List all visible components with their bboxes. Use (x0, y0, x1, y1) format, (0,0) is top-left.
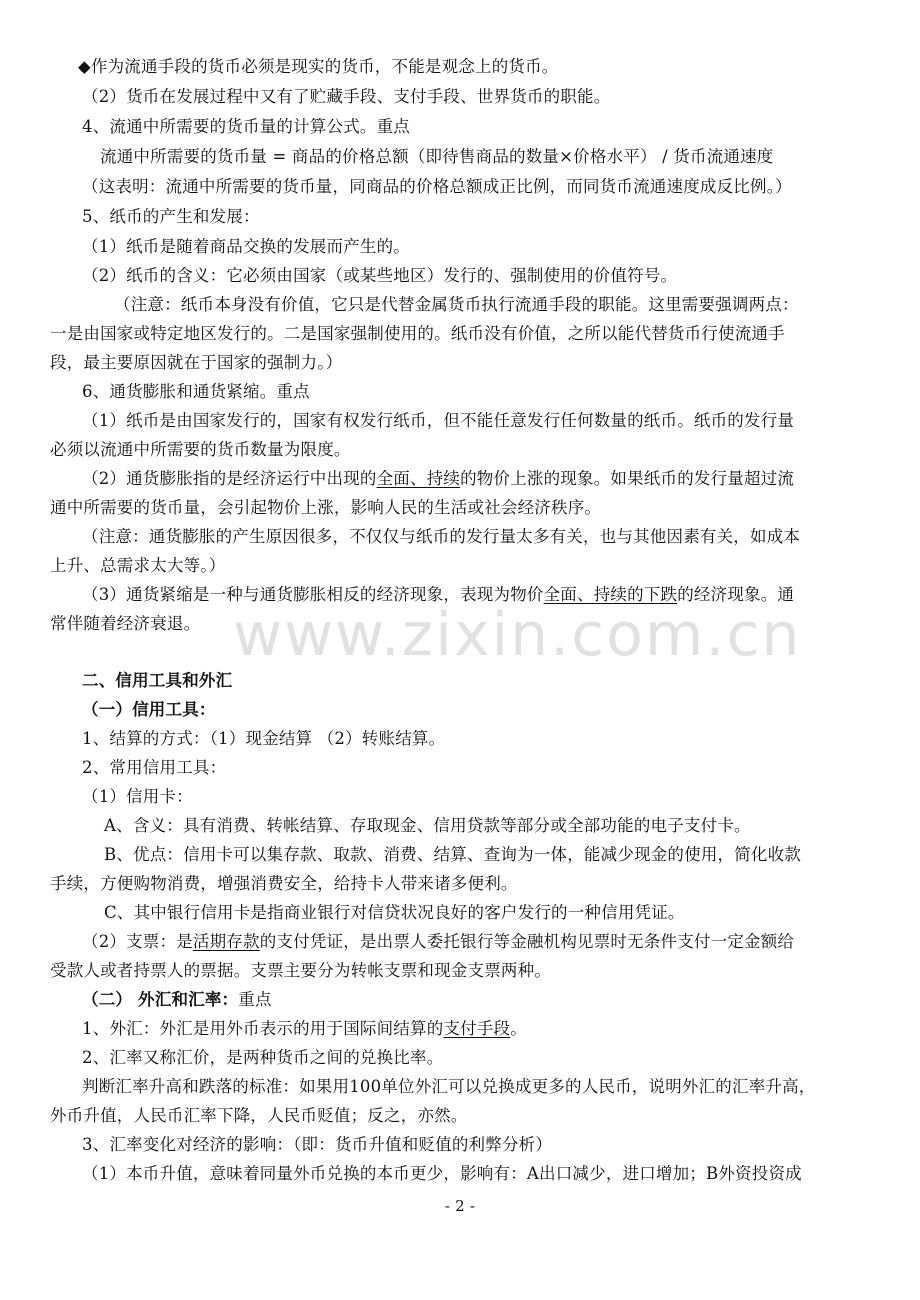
text-span: （2）通货膨胀指的是经济运行中出现的 (82, 469, 377, 488)
text-line: 手续，方便购物消费，增强消费安全，给持卡人带来诸多便利。 (50, 874, 518, 893)
text-line (82, 584, 794, 606)
text-line: 1、结算的方式：（1）现金结算 （2）转账结算。 (82, 729, 446, 748)
text-span: 的支付凭证，是出票人委托银行等金融机构见票时无条件支付一定金额给 (259, 932, 795, 951)
text-span: （二） 外汇和汇率： (82, 990, 239, 1009)
text-span: 的经济现象。通 (677, 585, 795, 604)
text-line: 上升、总需求太大等。） (50, 556, 226, 575)
text-line: （2）纸币的含义：它必须由国家（或某些地区）发行的、强制使用的价值符号。 (82, 266, 678, 285)
text-span: （3）通货紧缩是一种与通货膨胀相反的经济现象，表现为物价 (82, 585, 544, 604)
text-line: 4、流通中所需要的货币量的计算公式。重点 (82, 117, 410, 136)
text-line: ◆作为流通手段的货币必须是现实的货币，不能是观念上的货币。 (78, 57, 559, 76)
text-span: 。 (510, 1019, 527, 1038)
text-line: （1）纸币是随着商品交换的发展而产生的。 (82, 237, 410, 256)
text-line: （注意：纸币本身没有价值，它只是代替金属货币执行流通手段的职能。这里需要强调两点： (114, 295, 799, 314)
watermark: www.zixin.com.cn (233, 600, 802, 670)
text-line: 二、信用工具和外汇 (82, 671, 233, 690)
text-line (82, 989, 272, 1011)
page-number: - 2 - (444, 1197, 476, 1215)
text-line: B、优点：信用卡可以集存款、取款、消费、结算、查询为一体，能减少现金的使用，简化收款 (104, 845, 802, 864)
underlined-term: 支付手段 (443, 1019, 511, 1038)
text-span: 的物价上涨的现象。如果纸币的发行量超过流 (460, 469, 795, 488)
text-line: 2、汇率又称汇价，是两种货币之间的兑换比率。 (82, 1048, 444, 1067)
text-line: C、其中银行信用卡是指商业银行对信贷状况良好的客户发行的一种信用凭证。 (104, 903, 685, 922)
text-line: A、含义：具有消费、转帐结算、存取现金、信用贷款等部分或全部功能的电子支付卡。 (104, 816, 751, 835)
text-line: （1）纸币是由国家发行的，国家有权发行纸币，但不能任意发行任何数量的纸币。纸币的发行量 (82, 411, 795, 430)
text-line: 流通中所需要的货币量 = 商品的价格总额（即待售商品的数量×价格水平） / 货币流通速度 (100, 147, 774, 166)
text-span: 重点 (238, 990, 272, 1009)
text-line: 判断汇率升高和跌落的标准：如果用100单位外汇可以兑换成更多的人民币，说明外汇的汇率升高， (82, 1077, 816, 1096)
underlined-term: 全面、持续的下跌 (543, 585, 678, 604)
text-line: （2）货币在发展过程中又有了贮藏手段、支付手段、世界货币的职能。 (82, 87, 611, 106)
text-line (82, 931, 794, 953)
text-line: 6、通货膨胀和通货紧缩。重点 (82, 382, 310, 401)
text-line: 受款人或者持票人的票据。支票主要分为转帐支票和现金支票两种。 (50, 961, 551, 980)
text-line: （1）本币升值，意味着同量外币兑换的本币更少，影响有：A出口减少，进口增加；B外资投资成 (82, 1164, 802, 1183)
text-line: 必须以流通中所需要的货币数量为限度。 (50, 440, 351, 459)
underlined-term: 活期存款 (192, 932, 260, 951)
text-span: （2）支票：是 (82, 932, 193, 951)
underlined-term: 全面、持续 (376, 469, 461, 488)
text-line: 2、常用信用工具： (82, 758, 227, 777)
text-span: 1、外汇：外汇是用外币表示的用于国际间结算的 (82, 1019, 444, 1038)
text-line: 外币升值，人民币汇率下降，人民币贬值；反之，亦然。 (50, 1106, 468, 1125)
text-line: 3、汇率变化对经济的影响：（即：货币升值和贬值的利弊分析） (82, 1135, 553, 1154)
text-line: 通中所需要的货币量，会引起物价上涨，影响人民的生活或社会经济秩序。 (50, 498, 602, 517)
text-line: 常伴随着经济衰退。 (50, 614, 201, 633)
text-line: （这表明：流通中所需要的货币量，同商品的价格总额成正比例，而同货币流通速度成反比例。） (82, 177, 792, 196)
text-line: 5、纸币的产生和发展： (82, 207, 260, 226)
text-line: （一）信用工具： (82, 700, 216, 719)
text-line: 一是由国家或特定地区发行的。二是国家强制使用的。纸币没有价值，之所以能代替货币行使流通手 (50, 324, 785, 343)
text-line: （1）信用卡： (82, 787, 193, 806)
text-line: 段，最主要原因就在于国家的强制力。） (50, 353, 343, 372)
text-line (82, 468, 794, 490)
text-line: （注意：通货膨胀的产生原因很多，不仅仅与纸币的发行量太多有关，也与其他因素有关，如成本 (82, 527, 801, 546)
text-line (82, 1018, 527, 1040)
